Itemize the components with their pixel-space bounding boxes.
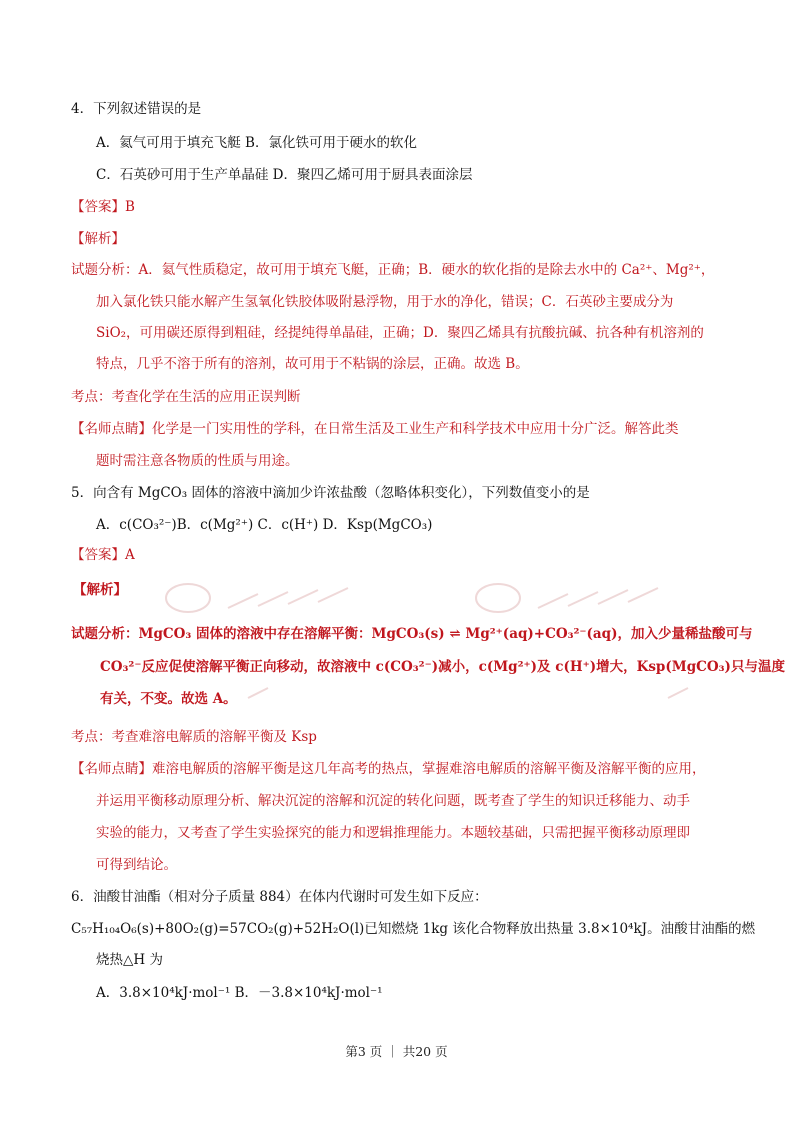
q6-equation-line: 烧热△H 为: [96, 952, 163, 968]
q5-tip-line: 【名师点睛】难溶电解质的溶解平衡是这几年高考的热点，掌握难溶电解质的溶解平衡及溶解平衡的应用，: [71, 761, 706, 777]
q5-tip-line: 可得到结论。: [96, 857, 177, 873]
q5-analysis-line: 有关，不变。故选 A。: [100, 691, 237, 707]
q4-tip-line: 题时需注意各物质的性质与用途。: [96, 453, 299, 469]
q4-analysis-line: 特点，几乎不溶于所有的溶剂，故可用于不粘锅的涂层，正确。故选 B。: [96, 356, 529, 372]
q5-analysis-line: CO₃²⁻反应促使溶解平衡正向移动，故溶液中 c(CO₃²⁻)减小，c(Mg²⁺)及 c(H⁺)增大，Ksp(MgCO₃)只与温度: [100, 659, 785, 675]
q5-analysis-line: 试题分析：MgCO₃ 固体的溶液中存在溶解平衡：MgCO₃(s) ⇌ Mg²⁺(aq)+CO₃²⁻(aq)，加入少量稀盐酸可与: [71, 626, 753, 642]
q5-analysis-label: 【解析】: [73, 582, 127, 598]
q4-analysis-line: SiO₂，可用碳还原得到粗硅，经提纯得单晶硅，正确；D．聚四乙烯具有抗酸抗碱、抗各种有机溶剂的: [96, 325, 704, 341]
q4-analysis-line: 试题分析：A．氦气性质稳定，故可用于填充飞艇，正确；B．硬水的软化指的是除去水中的 Ca²⁺、Mg²⁺，: [71, 262, 715, 278]
q4-kaodian: 考点：考查化学在生活的应用正误判断: [71, 389, 301, 405]
q5-answer: 【答案】A: [71, 547, 135, 563]
q4-analysis-line: 加入氯化铁只能水解产生氢氧化铁胶体吸附悬浮物，用于水的净化，错误；C．石英砂主要成分为: [96, 294, 674, 310]
q4-options-ab: A．氦气可用于填充飞艇 B．氯化铁可用于硬水的软化: [96, 135, 417, 151]
q6-stem: 6．油酸甘油酯（相对分子质量 884）在体内代谢时可发生如下反应：: [71, 889, 488, 905]
q4-tip-line: 【名师点睛】化学是一门实用性的学科，在日常生活及工业生产和科学技术中应用十分广泛。解答此类: [71, 421, 679, 437]
q5-tip-line: 并运用平衡移动原理分析、解决沉淀的溶解和沉淀的转化问题，既考查了学生的知识迁移能力、动手: [96, 793, 690, 809]
q4-answer: 【答案】B: [71, 199, 135, 215]
q5-tip-line: 实验的能力，又考查了学生实验探究的能力和逻辑推理能力。本题较基础，只需把握平衡移动原理即: [96, 825, 690, 841]
q6-options: A．3.8×10⁴kJ·mol⁻¹ B．－3.8×10⁴kJ·mol⁻¹: [96, 985, 383, 1001]
q4-options-cd: C．石英砂可用于生产单晶硅 D．聚四乙烯可用于厨具表面涂层: [96, 167, 473, 183]
q6-equation-line: C₅₇H₁₀₄O₆(s)+80O₂(g)=57CO₂(g)+52H₂O(l)已知燃烧 1kg 该化合物释放出热量 3.8×10⁴kJ。油酸甘油酯的燃: [71, 921, 756, 937]
page-footer: 第3 页 ｜ 共20 页: [345, 1044, 448, 1059]
q4-analysis-label: 【解析】: [71, 231, 125, 247]
q5-kaodian: 考点：考查难溶电解质的溶解平衡及 Ksp: [71, 729, 317, 745]
q4-stem: 4．下列叙述错误的是: [71, 101, 202, 117]
q5-options: A．c(CO₃²⁻)B．c(Mg²⁺) C．c(H⁺) D．Ksp(MgCO₃): [96, 517, 433, 533]
q5-stem: 5．向含有 MgCO₃ 固体的溶液中滴加少许浓盐酸（忽略体积变化），下列数值变小的是: [71, 485, 590, 501]
